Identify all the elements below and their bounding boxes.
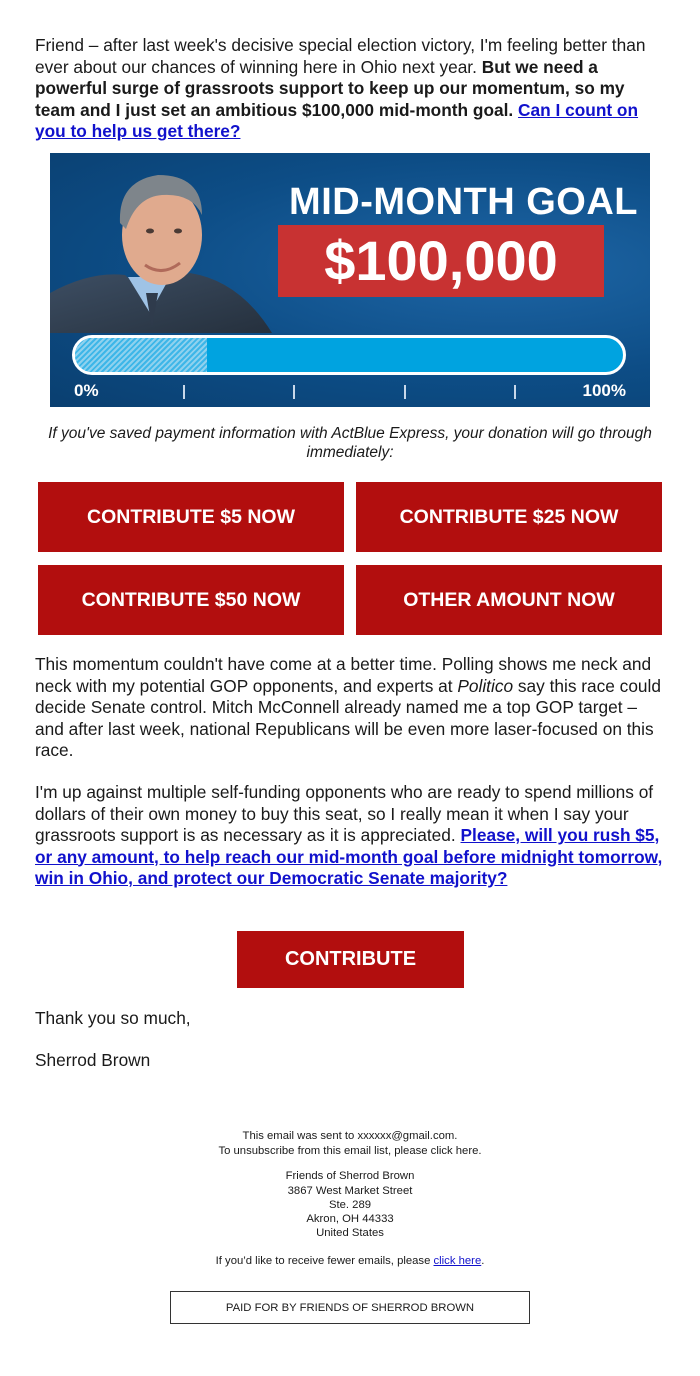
intro-bold-text: But we need a powerful surge of grassroots support to keep up our momentum, so my team and I just set an ambitious $100,000 mid-month goal. (35, 56, 625, 120)
para3-text: I'm up against multiple self-funding opponents who are ready to spend millions of dollars of their own money to buy this seat, so I really mean it when I say your grassroots support is as necessary as it is appreciated. (35, 782, 654, 845)
contribute-button[interactable]: CONTRIBUTE (237, 931, 464, 988)
progress-end-label: 100% (582, 381, 626, 400)
fewer-emails-text: If you’d like to receive fewer emails, please (215, 1255, 434, 1267)
goal-amount: $100,000 (278, 225, 604, 297)
self-funding-paragraph (35, 782, 665, 890)
progress-tick (514, 385, 516, 399)
politico-italic: Politico (457, 675, 514, 696)
intro-text: Friend – after last week's decisive special election victory, I'm feeling better than ever about our chances of winning here in Ohio next year. (35, 35, 646, 77)
other-amount-button[interactable]: OTHER AMOUNT NOW (356, 565, 662, 635)
progress-start-label: 0% (74, 381, 99, 400)
address-country: United States (316, 1227, 384, 1239)
paid-for-disclaimer: PAID FOR BY FRIENDS OF SHERROD BROWN (170, 1291, 530, 1324)
rush-donation-link[interactable]: Please, will you rush $5, or any amount, to help reach our mid-month goal before midnight tomorrow, win in Ohio, and protect our Democratic Senate majority? (35, 825, 663, 888)
signature: Sherrod Brown (35, 1050, 151, 1070)
closing-text: Thank you so much, (35, 1008, 191, 1028)
banner-title: MID-MONTH GOAL (289, 181, 638, 223)
sent-to-line (0, 1130, 700, 1144)
goal-progress-bar (72, 335, 626, 375)
progress-tick (404, 385, 406, 399)
goal-progress-fill (75, 338, 207, 372)
contribute-50-button[interactable]: CONTRIBUTE $50 NOW (38, 565, 344, 635)
sent-to-prefix: This email was sent to (242, 1130, 358, 1142)
recipient-email: xxxxxx@gmail.com. (357, 1130, 458, 1142)
fewer-emails-suffix: . (481, 1255, 485, 1267)
mid-month-goal-banner[interactable] (50, 153, 650, 407)
progress-tick (293, 385, 295, 399)
contribute-5-button[interactable]: CONTRIBUTE $5 NOW (38, 482, 344, 552)
para2-text-b: say this race could decide Senate control. Mitch McConnell already named me a top GOP target – and after last week, national Republicans will be even more laser-focused on this race. (35, 675, 661, 760)
progress-tick (183, 385, 185, 399)
actblue-express-note: If you've saved payment information with ActBlue Express, your donation will go through immediately: (48, 425, 652, 461)
address-city: Akron, OH 44333 (306, 1213, 394, 1225)
intro-paragraph (35, 35, 665, 143)
contribute-25-button[interactable]: CONTRIBUTE $25 NOW (356, 482, 662, 552)
para2-text-a: This momentum couldn't have come at a better time. Polling shows me neck and neck with my potential GOP opponents, and experts at (35, 654, 652, 696)
momentum-paragraph (35, 654, 665, 762)
candidate-portrait (50, 153, 280, 333)
address-suite: Ste. 289 (328, 1199, 372, 1211)
count-on-you-link[interactable]: Can I count on you to help us get there? (35, 99, 639, 141)
address-street: 3867 West Market Street (287, 1185, 413, 1197)
fewer-emails-link[interactable]: click here (433, 1255, 482, 1267)
fewer-emails-line (0, 1255, 700, 1269)
unsubscribe-line[interactable]: To unsubscribe from this email list, please click here. (218, 1145, 482, 1157)
org-name: Friends of Sherrod Brown (285, 1170, 415, 1182)
